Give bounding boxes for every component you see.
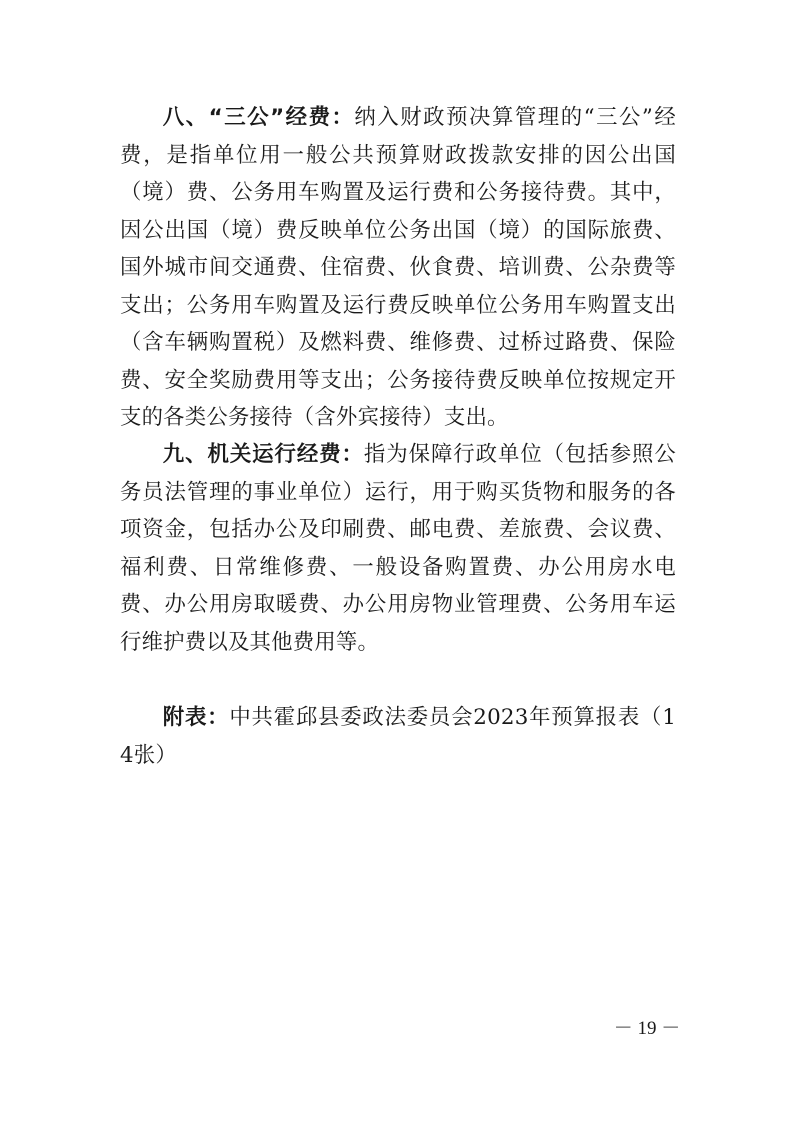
section-heading: 九、机关运行经费： <box>162 442 364 467</box>
attachment-heading: 附表： <box>162 705 230 730</box>
section-body: 纳入财政预决算管理的“三公”经费，是指单位用一般公共预算财政拨款安排的因公出国（境）费、公务用车购置及运行费和公务接待费。其中，因公出国（境）费反映单位公务出国（境）的国际旅费、国外城市间交通费、住宿费、伙食费、培训费、公杂费等支出；公务用车购置及运行费反映单位公务用车购置支出（含车辆购置税）及燃料费、维修费、过桥过路费、保险费、安全奖励费用等支出；公务接待费反映单位按规定开支的各类公务接待（含外宾接待）支出。 <box>120 105 676 430</box>
attachment-body: 中共霍邱县委政法委员会2023年预算报表（14张） <box>120 705 676 768</box>
attachment-note <box>120 699 676 774</box>
section-agency-operating-funds <box>120 436 676 661</box>
section-heading: 八、“三公”经费： <box>162 105 355 130</box>
page-number: － 19 － <box>613 1018 681 1039</box>
section-three-public-funds <box>120 99 676 437</box>
section-body: 指为保障行政单位（包括参照公务员法管理的事业单位）运行，用于购买货物和服务的各项资金，包括办公及印刷费、邮电费、差旅费、会议费、福利费、日常维修费、一般设备购置费、办公用房水电费、办公用房取暖费、办公用房物业管理费、公务用车运行维护费以及其他费用等。 <box>120 442 676 655</box>
